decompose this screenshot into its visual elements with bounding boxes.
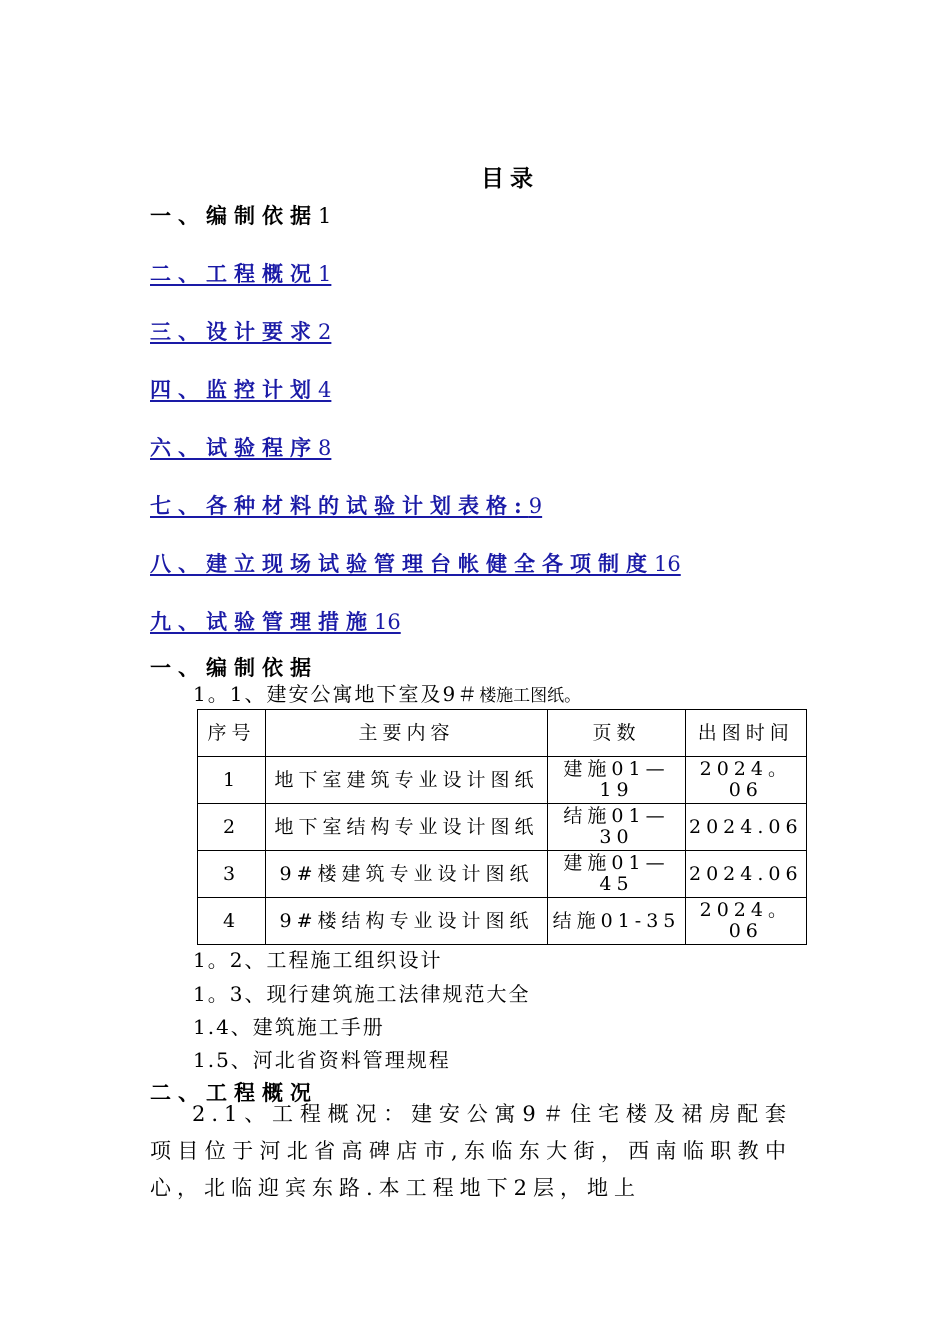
toc-item-page: 4 xyxy=(318,378,332,402)
table-cell: 2024.06 xyxy=(686,804,807,851)
page-title: 目录 xyxy=(481,165,539,192)
basis-item: 1。3、现行建筑施工法律规范大全 xyxy=(193,982,531,1006)
toc-item-label: 二、工程概况 xyxy=(150,261,318,286)
toc-item-label: 七、各种材料的试验计划表格: xyxy=(150,493,529,518)
toc-item-page: 2 xyxy=(318,320,332,344)
table-cell: 4 xyxy=(198,898,266,945)
table-cell: 3 xyxy=(198,851,266,898)
table-header-cell: 页数 xyxy=(548,710,686,757)
toc-item-5[interactable] xyxy=(150,432,331,462)
table-header-cell: 主要内容 xyxy=(266,710,548,757)
table-row xyxy=(198,804,807,851)
table-cell: 建施01—19 xyxy=(548,757,686,804)
table-header-cell: 序号 xyxy=(198,710,266,757)
toc-item-3[interactable] xyxy=(150,316,331,346)
basis-item-text: 1。1、建安公寓地下室及9＃ xyxy=(193,682,480,706)
basis-item: 1.4、建筑施工手册 xyxy=(193,1015,385,1039)
basis-item: 1。2、工程施工组织设计 xyxy=(193,948,443,972)
table-cell: 9#楼建筑专业设计图纸 xyxy=(266,851,548,898)
drawings-table xyxy=(197,709,807,945)
toc-item-2[interactable] xyxy=(150,258,331,288)
toc-item-page: 9 xyxy=(528,494,543,518)
toc-item-1 xyxy=(150,200,331,230)
table-cell: 2024.06 xyxy=(686,851,807,898)
table-cell: 结施01—30 xyxy=(548,804,686,851)
table-cell: 结施01-35 xyxy=(548,898,686,945)
table-cell: 2 xyxy=(198,804,266,851)
table-cell: 1 xyxy=(198,757,266,804)
toc-item-page: 1 xyxy=(318,262,332,286)
table-row xyxy=(198,898,807,945)
table-cell: 地下室结构专业设计图纸 xyxy=(266,804,548,851)
project-overview-paragraph: 2.1、工程概况：建安公寓9＃住宅楼及裙房配套项目位于河北省高碑店市,东临东大街，西南临职教中心，北临迎宾东路.本工程地下2层，地上 xyxy=(150,1102,792,1200)
toc-item-7[interactable] xyxy=(150,548,681,578)
toc-item-label: 四、监控计划 xyxy=(150,377,318,402)
table-cell: 建施01—45 xyxy=(548,851,686,898)
toc-item-label: 一、编制依据 xyxy=(150,203,318,228)
section-heading: 二、工程概况 xyxy=(150,1080,318,1105)
toc-item-label: 八、建立现场试验管理台帐健全各项制度 xyxy=(150,551,654,576)
toc-item-page: 16 xyxy=(374,610,401,634)
toc-item-label: 六、试验程序 xyxy=(150,435,318,460)
toc-item-8[interactable] xyxy=(150,606,401,636)
toc-item-page: 8 xyxy=(318,436,332,460)
basis-item: 1.5、河北省资料管理规程 xyxy=(193,1048,451,1072)
basis-item-tail: 楼施工图纸。 xyxy=(479,686,582,706)
toc-item-label: 三、设计要求 xyxy=(150,319,318,344)
toc-item-page: 16 xyxy=(654,552,681,576)
table-row xyxy=(198,851,807,898)
toc-item-page: 1 xyxy=(318,204,332,228)
basis-item xyxy=(193,678,581,707)
toc-item-label: 九、试验管理措施 xyxy=(150,609,374,634)
table-row xyxy=(198,757,807,804)
table-header-cell: 出图时间 xyxy=(686,710,807,757)
table-header-row xyxy=(198,710,807,757)
table-cell: 2024。06 xyxy=(686,757,807,804)
toc-item-6[interactable] xyxy=(150,490,542,520)
table-cell: 2024。06 xyxy=(686,898,807,945)
section-heading: 一、编制依据 xyxy=(150,655,318,680)
table-cell: 地下室建筑专业设计图纸 xyxy=(266,757,548,804)
toc-item-4[interactable] xyxy=(150,374,331,404)
table-cell: 9#楼结构专业设计图纸 xyxy=(266,898,548,945)
